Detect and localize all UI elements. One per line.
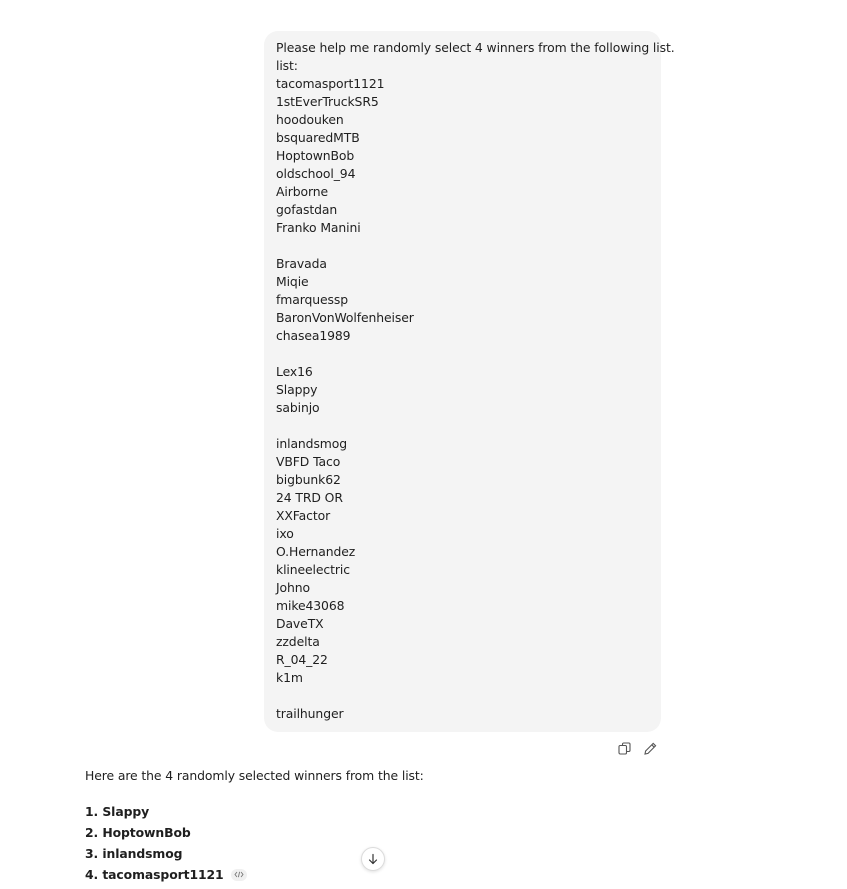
winner-item	[85, 822, 247, 843]
message-line: inlandsmog	[276, 436, 348, 451]
message-line: oldschool_94	[276, 166, 356, 181]
user-message-bubble	[264, 31, 675, 732]
winner-name: 3. inlandsmog	[85, 845, 183, 861]
message-line: trailhunger	[276, 706, 344, 721]
message-line: mike43068	[276, 598, 345, 613]
message-line: Franko Manini	[276, 220, 361, 235]
winner-item	[85, 864, 247, 885]
message-line: zzdelta	[276, 634, 320, 649]
message-line: O.Hernandez	[276, 544, 356, 559]
message-line: Please help me randomly select 4 winners from the following list.	[276, 40, 675, 55]
message-line: XXFactor	[276, 508, 331, 523]
message-actions	[616, 740, 658, 756]
arrow-down-icon	[367, 850, 379, 869]
message-line: tacomasport1121	[276, 76, 385, 91]
message-line: Johno	[276, 580, 311, 595]
user-message-text	[276, 39, 675, 723]
message-line: Miqie	[276, 274, 309, 289]
winner-item	[85, 843, 247, 864]
copy-icon[interactable]	[616, 740, 632, 756]
assistant-reply-intro: Here are the 4 randomly selected winners from the list:	[85, 768, 424, 783]
message-line: HoptownBob	[276, 148, 355, 163]
message-line: VBFD Taco	[276, 454, 341, 469]
message-line: k1m	[276, 670, 303, 685]
message-line: Lex16	[276, 364, 313, 379]
message-line: sabinjo	[276, 400, 320, 415]
winner-name: 1. Slappy	[85, 803, 150, 819]
winner-name: 2. HoptownBob	[85, 824, 191, 840]
winner-item	[85, 801, 247, 822]
message-line	[276, 345, 661, 363]
message-line: ixo	[276, 526, 294, 541]
message-line: BaronVonWolfenheiser	[276, 310, 414, 325]
message-line: chasea1989	[276, 328, 351, 343]
message-line: R_04_22	[276, 652, 328, 667]
message-line	[276, 687, 661, 705]
code-citation-icon[interactable]	[231, 869, 247, 881]
message-line: klineelectric	[276, 562, 350, 577]
message-line	[276, 417, 661, 435]
message-line: Bravada	[276, 256, 327, 271]
message-line: DaveTX	[276, 616, 324, 631]
edit-icon[interactable]	[642, 740, 658, 756]
message-line: list:	[276, 58, 298, 73]
message-line: Airborne	[276, 184, 329, 199]
message-line: Slappy	[276, 382, 318, 397]
message-line	[276, 237, 661, 255]
message-line: 1stEverTruckSR5	[276, 94, 379, 109]
winner-name: 4. tacomasport1121	[85, 866, 224, 882]
message-line: bigbunk62	[276, 472, 341, 487]
message-line: bsquaredMTB	[276, 130, 360, 145]
message-line: hoodouken	[276, 112, 344, 127]
winners-list	[85, 801, 247, 885]
message-line: fmarquessp	[276, 292, 349, 307]
scroll-to-bottom-button[interactable]	[361, 847, 385, 871]
message-line: gofastdan	[276, 202, 338, 217]
message-line: 24 TRD OR	[276, 490, 343, 505]
